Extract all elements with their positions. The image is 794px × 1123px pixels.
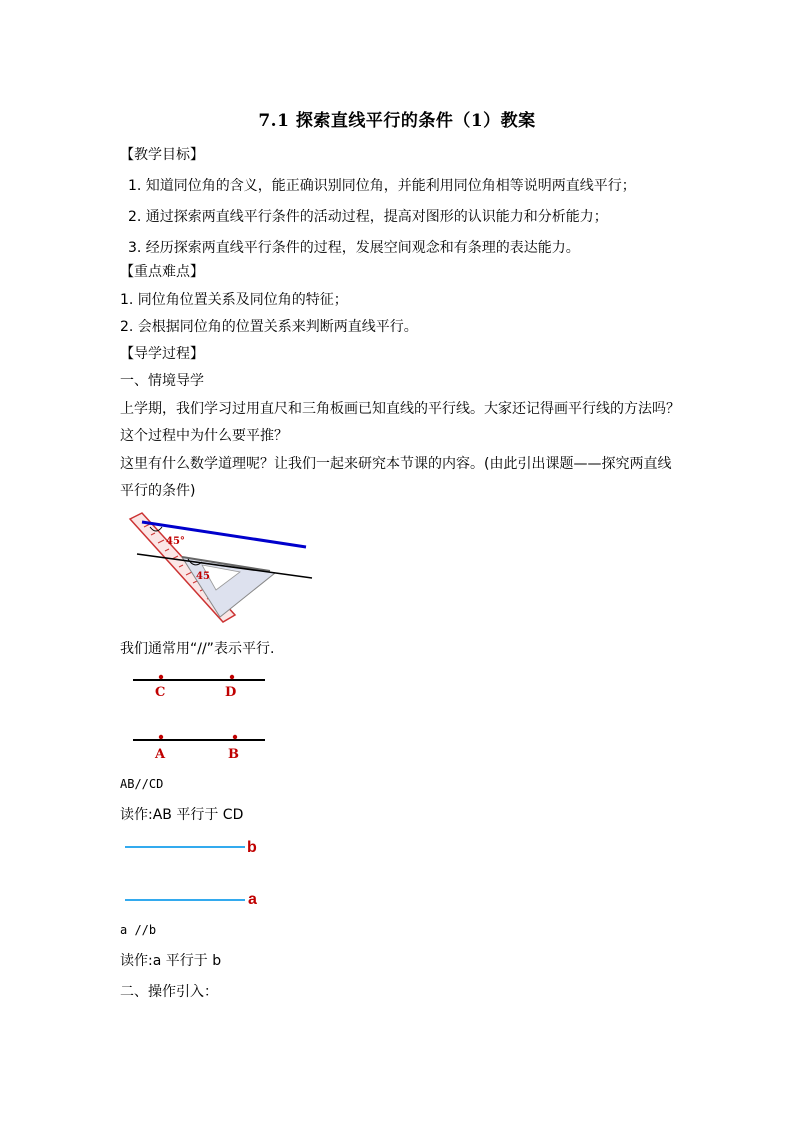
- objective-item: 3. 经历探索两直线平行条件的过程，发展空间观念和有条理的表达能力。: [128, 240, 580, 256]
- keypoints-heading: 【重点难点】: [120, 264, 204, 280]
- read-a-b: 读作:a 平行于 b: [120, 953, 222, 969]
- ruler-triangle-figure: [120, 505, 320, 630]
- label-b: B: [228, 747, 239, 762]
- read-ab-cd: 读作:AB 平行于 CD: [120, 807, 244, 823]
- label-d: D: [225, 685, 237, 700]
- point-a: [159, 735, 163, 739]
- page-title: 7.1 探索直线平行的条件（1）教案: [258, 111, 536, 131]
- label-a: A: [155, 747, 166, 762]
- label-c: C: [155, 685, 166, 700]
- paragraph-line: 平行的条件): [120, 483, 196, 499]
- label-a-line: a: [248, 891, 257, 908]
- keypoint-item: 2. 会根据同位角的位置关系来判断两直线平行。: [120, 319, 418, 335]
- objective-item: 2. 通过探索两直线平行条件的活动过程，提高对图形的认识能力和分析能力；: [128, 209, 608, 225]
- a-parallel-b: a //b: [120, 923, 157, 937]
- process-heading: 【导学过程】: [120, 346, 204, 362]
- section-heading-2: 二、操作引入：: [120, 984, 218, 1000]
- objectives-heading: 【教学目标】: [120, 147, 204, 163]
- paragraph-line: 这个过程中为什么要平推？: [120, 428, 288, 444]
- angle-label-top: 45°: [166, 536, 185, 547]
- point-c: [159, 675, 163, 679]
- keypoint-item: 1. 同位角位置关系及同位角的特征；: [120, 292, 348, 308]
- label-b-line: b: [247, 839, 257, 856]
- point-d: [230, 675, 234, 679]
- objective-item: 1. 知道同位角的含义，能正确识别同位角，并能利用同位角相等说明两直线平行；: [128, 178, 636, 194]
- angle-label-bottom: 45: [196, 571, 210, 582]
- parallel-lines-ab-cd: [120, 668, 280, 768]
- section-heading-1: 一、情境导学: [120, 373, 204, 389]
- paragraph-line: 这里有什么数学道理呢？让我们一起来研究本节课的内容。(由此引出课题——探究两直线: [120, 456, 672, 472]
- point-b: [233, 735, 237, 739]
- parallel-lines-a-b: [120, 832, 280, 912]
- ab-parallel-cd: AB//CD: [120, 777, 164, 791]
- notation-line: 我们通常用“//”表示平行.: [120, 641, 275, 657]
- paragraph-line: 上学期，我们学习过用直尺和三角板画已知直线的平行线。大家还记得画平行线的方法吗？: [120, 401, 680, 417]
